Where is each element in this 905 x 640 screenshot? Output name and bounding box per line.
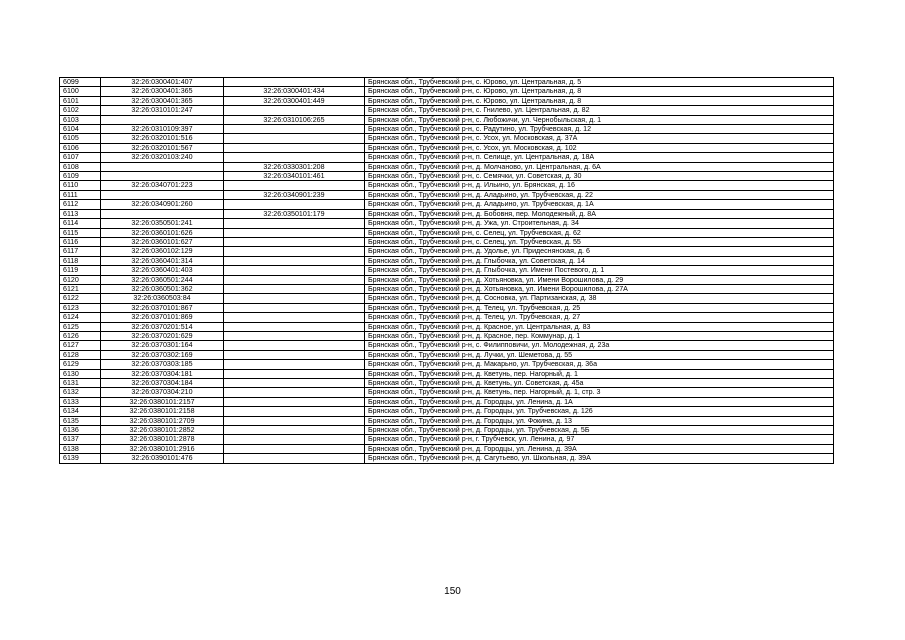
address-cell: Брянская обл., Трубчевский р-н, д. Городцы, ул. Ленина, д. 1А bbox=[365, 397, 834, 406]
cadastral-number-cell: 32:26:0380101:2916 bbox=[101, 444, 224, 453]
cadastral-number-cell: 32:26:0370304:210 bbox=[101, 388, 224, 397]
table-row bbox=[60, 181, 834, 190]
row-number-cell: 6105 bbox=[60, 134, 101, 143]
table-row bbox=[60, 162, 834, 171]
address-cell: Брянская обл., Трубчевский р-н, д. Глыбочка, ул. Советская, д. 14 bbox=[365, 256, 834, 265]
table-row bbox=[60, 172, 834, 181]
secondary-cadastral-number-cell bbox=[224, 256, 365, 265]
row-number-cell: 6106 bbox=[60, 143, 101, 152]
cadastral-number-cell: 32:26:0380101:2852 bbox=[101, 426, 224, 435]
secondary-cadastral-number-cell bbox=[224, 106, 365, 115]
secondary-cadastral-number-cell bbox=[224, 379, 365, 388]
address-cell: Брянская обл., Трубчевский р-н, д. Молчаново, ул. Центральная, д. 6А bbox=[365, 162, 834, 171]
table-row bbox=[60, 256, 834, 265]
cadastral-number-cell: 32:26:0300401:365 bbox=[101, 87, 224, 96]
address-cell: Брянская обл., Трубчевский р-н, д. Кветунь, ул. Советская, д. 45а bbox=[365, 379, 834, 388]
secondary-cadastral-number-cell bbox=[224, 219, 365, 228]
address-cell: Брянская обл., Трубчевский р-н, п. Селище, ул. Центральная, д. 18А bbox=[365, 153, 834, 162]
secondary-cadastral-number-cell bbox=[224, 125, 365, 134]
cadastral-number-cell: 32:26:0370201:629 bbox=[101, 331, 224, 340]
cadastral-number-cell: 32:26:0300401:365 bbox=[101, 96, 224, 105]
cadastral-number-cell: 32:26:0360101:627 bbox=[101, 237, 224, 246]
table-row bbox=[60, 303, 834, 312]
secondary-cadastral-number-cell bbox=[224, 153, 365, 162]
table-row bbox=[60, 397, 834, 406]
secondary-cadastral-number-cell bbox=[224, 397, 365, 406]
address-cell: Брянская обл., Трубчевский р-н, с. Селец, ул. Трубчевская, д. 62 bbox=[365, 228, 834, 237]
row-number-cell: 6102 bbox=[60, 106, 101, 115]
table-row bbox=[60, 454, 834, 463]
row-number-cell: 6136 bbox=[60, 426, 101, 435]
table-row bbox=[60, 322, 834, 331]
address-cell: Брянская обл., Трубчевский р-н, д. Макарьно, ул. Трубчевская, д. 36а bbox=[365, 360, 834, 369]
table-row bbox=[60, 350, 834, 359]
cadastral-number-cell bbox=[101, 162, 224, 171]
secondary-cadastral-number-cell: 32:26:0350101:179 bbox=[224, 209, 365, 218]
table-body bbox=[60, 78, 834, 464]
row-number-cell: 6117 bbox=[60, 247, 101, 256]
cadastral-number-cell bbox=[101, 209, 224, 218]
secondary-cadastral-number-cell bbox=[224, 416, 365, 425]
address-cell: Брянская обл., Трубчевский р-н, д. Аладьино, ул. Трубчевская, д. 22 bbox=[365, 190, 834, 199]
cadastral-number-cell: 32:26:0370304:181 bbox=[101, 369, 224, 378]
address-cell: Брянская обл., Трубчевский р-н, с. Радутино, ул. Трубчевская, д. 12 bbox=[365, 125, 834, 134]
address-cell: Брянская обл., Трубчевский р-н, д. Красное, пер. Коммунар, д. 1 bbox=[365, 331, 834, 340]
address-cell: Брянская обл., Трубчевский р-н, с. Селец, ул. Трубчевская, д. 55 bbox=[365, 237, 834, 246]
table-row bbox=[60, 275, 834, 284]
cadastral-number-cell: 32:26:0320101:516 bbox=[101, 134, 224, 143]
row-number-cell: 6104 bbox=[60, 125, 101, 134]
table-row bbox=[60, 444, 834, 453]
secondary-cadastral-number-cell: 32:26:0340901:239 bbox=[224, 190, 365, 199]
cadastral-number-cell: 32:26:0370101:869 bbox=[101, 313, 224, 322]
address-cell: Брянская обл., Трубчевский р-н, с. Усох, ул. Московская, д. 37А bbox=[365, 134, 834, 143]
row-number-cell: 6103 bbox=[60, 115, 101, 124]
secondary-cadastral-number-cell bbox=[224, 454, 365, 463]
secondary-cadastral-number-cell bbox=[224, 350, 365, 359]
cadastral-number-cell: 32:26:0350501:241 bbox=[101, 219, 224, 228]
row-number-cell: 6132 bbox=[60, 388, 101, 397]
table-row bbox=[60, 331, 834, 340]
secondary-cadastral-number-cell: 32:26:0310106:265 bbox=[224, 115, 365, 124]
table-row bbox=[60, 435, 834, 444]
address-cell: Брянская обл., Трубчевский р-н, д. Городцы, ул. Трубчевская, д. 5Б bbox=[365, 426, 834, 435]
address-cell: Брянская обл., Трубчевский р-н, д. Хотьяновка, ул. Имени Ворошилова, д. 29 bbox=[365, 275, 834, 284]
secondary-cadastral-number-cell bbox=[224, 237, 365, 246]
secondary-cadastral-number-cell bbox=[224, 435, 365, 444]
cadastral-number-cell: 32:26:0340901:260 bbox=[101, 200, 224, 209]
row-number-cell: 6115 bbox=[60, 228, 101, 237]
address-cell: Брянская обл., Трубчевский р-н, д. Сосновка, ул. Партизанская, д. 38 bbox=[365, 294, 834, 303]
address-cell: Брянская обл., Трубчевский р-н, с. Любожичи, ул. Чернобыльская, д. 1 bbox=[365, 115, 834, 124]
table-row bbox=[60, 360, 834, 369]
table-row bbox=[60, 407, 834, 416]
row-number-cell: 6133 bbox=[60, 397, 101, 406]
table-row bbox=[60, 369, 834, 378]
address-cell: Брянская обл., Трубчевский р-н, д. Кветунь, пер. Нагорный, д. 1, стр. 3 bbox=[365, 388, 834, 397]
cadastral-number-cell: 32:26:0310109:397 bbox=[101, 125, 224, 134]
property-registry-table bbox=[59, 77, 834, 464]
secondary-cadastral-number-cell bbox=[224, 275, 365, 284]
table-row bbox=[60, 190, 834, 199]
secondary-cadastral-number-cell bbox=[224, 247, 365, 256]
cadastral-number-cell bbox=[101, 190, 224, 199]
table-row bbox=[60, 200, 834, 209]
secondary-cadastral-number-cell bbox=[224, 313, 365, 322]
cadastral-number-cell bbox=[101, 115, 224, 124]
row-number-cell: 6119 bbox=[60, 266, 101, 275]
address-cell: Брянская обл., Трубчевский р-н, с. Семячки, ул. Советская, д. 30 bbox=[365, 172, 834, 181]
table-row bbox=[60, 87, 834, 96]
secondary-cadastral-number-cell bbox=[224, 303, 365, 312]
cadastral-number-cell: 32:26:0370303:185 bbox=[101, 360, 224, 369]
cadastral-number-cell: 32:26:0370301:164 bbox=[101, 341, 224, 350]
address-cell: Брянская обл., Трубчевский р-н, с. Филипповичи, ул. Молодежная, д. 23а bbox=[365, 341, 834, 350]
cadastral-number-cell: 32:26:0360501:244 bbox=[101, 275, 224, 284]
row-number-cell: 6129 bbox=[60, 360, 101, 369]
address-cell: Брянская обл., Трубчевский р-н, д. Сагутьево, ул. Школьная, д. 39А bbox=[365, 454, 834, 463]
row-number-cell: 6131 bbox=[60, 379, 101, 388]
address-cell: Брянская обл., Трубчевский р-н, д. Телец, ул. Трубчевская, д. 27 bbox=[365, 313, 834, 322]
cadastral-number-cell: 32:26:0370304:184 bbox=[101, 379, 224, 388]
address-cell: Брянская обл., Трубчевский р-н, д. Лучки, ул. Шеметова, д. 55 bbox=[365, 350, 834, 359]
cadastral-number-cell: 32:26:0370302:169 bbox=[101, 350, 224, 359]
row-number-cell: 6108 bbox=[60, 162, 101, 171]
address-cell: Брянская обл., Трубчевский р-н, д. Бобовня, пер. Молодежный, д. 8А bbox=[365, 209, 834, 218]
secondary-cadastral-number-cell bbox=[224, 78, 365, 87]
row-number-cell: 6110 bbox=[60, 181, 101, 190]
table-row bbox=[60, 115, 834, 124]
secondary-cadastral-number-cell bbox=[224, 388, 365, 397]
table-row bbox=[60, 247, 834, 256]
address-cell: Брянская обл., Трубчевский р-н, д. Ильино, ул. Брянская, д. 16 bbox=[365, 181, 834, 190]
row-number-cell: 6121 bbox=[60, 284, 101, 293]
secondary-cadastral-number-cell bbox=[224, 181, 365, 190]
secondary-cadastral-number-cell: 32:26:0330301:208 bbox=[224, 162, 365, 171]
row-number-cell: 6120 bbox=[60, 275, 101, 284]
address-cell: Брянская обл., Трубчевский р-н, д. Ужа, ул. Строительная, д. 34 bbox=[365, 219, 834, 228]
cadastral-number-cell: 32:26:0360503:84 bbox=[101, 294, 224, 303]
cadastral-number-cell: 32:26:0360501:362 bbox=[101, 284, 224, 293]
row-number-cell: 6126 bbox=[60, 331, 101, 340]
address-cell: Брянская обл., Трубчевский р-н, д. Красное, ул. Центральная, д. 83 bbox=[365, 322, 834, 331]
row-number-cell: 6114 bbox=[60, 219, 101, 228]
address-cell: Брянская обл., Трубчевский р-н, д. Кветунь, пер. Нагорный, д. 1 bbox=[365, 369, 834, 378]
secondary-cadastral-number-cell bbox=[224, 200, 365, 209]
table-row bbox=[60, 228, 834, 237]
table-row bbox=[60, 294, 834, 303]
row-number-cell: 6099 bbox=[60, 78, 101, 87]
address-cell: Брянская обл., Трубчевский р-н, с. Юрово, ул. Центральная, д. 8 bbox=[365, 96, 834, 105]
cadastral-number-cell: 32:26:0320103:240 bbox=[101, 153, 224, 162]
secondary-cadastral-number-cell bbox=[224, 407, 365, 416]
cadastral-number-cell: 32:26:0310101:247 bbox=[101, 106, 224, 115]
secondary-cadastral-number-cell bbox=[224, 331, 365, 340]
row-number-cell: 6139 bbox=[60, 454, 101, 463]
address-cell: Брянская обл., Трубчевский р-н, с. Гнилево, ул. Центральная, д. 82 bbox=[365, 106, 834, 115]
table-row bbox=[60, 96, 834, 105]
secondary-cadastral-number-cell bbox=[224, 360, 365, 369]
secondary-cadastral-number-cell bbox=[224, 294, 365, 303]
address-cell: Брянская обл., Трубчевский р-н, д. Хотьяновка, ул. Имени Ворошилова, д. 27А bbox=[365, 284, 834, 293]
row-number-cell: 6124 bbox=[60, 313, 101, 322]
table-row bbox=[60, 284, 834, 293]
row-number-cell: 6107 bbox=[60, 153, 101, 162]
row-number-cell: 6138 bbox=[60, 444, 101, 453]
cadastral-number-cell: 32:26:0380101:2158 bbox=[101, 407, 224, 416]
cadastral-number-cell: 32:26:0300401:407 bbox=[101, 78, 224, 87]
address-cell: Брянская обл., Трубчевский р-н, с. Усох, ул. Московская, д. 102 bbox=[365, 143, 834, 152]
row-number-cell: 6109 bbox=[60, 172, 101, 181]
secondary-cadastral-number-cell: 32:26:0300401:434 bbox=[224, 87, 365, 96]
cadastral-number-cell: 32:26:0360401:314 bbox=[101, 256, 224, 265]
page-number: 150 bbox=[444, 586, 461, 597]
address-cell: Брянская обл., Трубчевский р-н, д. Городцы, ул. Фокина, д. 13 bbox=[365, 416, 834, 425]
secondary-cadastral-number-cell bbox=[224, 228, 365, 237]
table-row bbox=[60, 134, 834, 143]
row-number-cell: 6125 bbox=[60, 322, 101, 331]
cadastral-number-cell: 32:26:0360401:403 bbox=[101, 266, 224, 275]
row-number-cell: 6112 bbox=[60, 200, 101, 209]
table-row bbox=[60, 78, 834, 87]
cadastral-number-cell: 32:26:0360102:129 bbox=[101, 247, 224, 256]
table-row bbox=[60, 106, 834, 115]
row-number-cell: 6122 bbox=[60, 294, 101, 303]
secondary-cadastral-number-cell bbox=[224, 284, 365, 293]
secondary-cadastral-number-cell bbox=[224, 426, 365, 435]
secondary-cadastral-number-cell: 32:26:0300401:449 bbox=[224, 96, 365, 105]
address-cell: Брянская обл., Трубчевский р-н, д. Телец, ул. Трубчевская, д. 25 bbox=[365, 303, 834, 312]
secondary-cadastral-number-cell bbox=[224, 266, 365, 275]
secondary-cadastral-number-cell bbox=[224, 444, 365, 453]
row-number-cell: 6137 bbox=[60, 435, 101, 444]
secondary-cadastral-number-cell bbox=[224, 369, 365, 378]
row-number-cell: 6111 bbox=[60, 190, 101, 199]
table-row bbox=[60, 143, 834, 152]
secondary-cadastral-number-cell bbox=[224, 143, 365, 152]
address-cell: Брянская обл., Трубчевский р-н, с. Юрово, ул. Центральная, д. 5 bbox=[365, 78, 834, 87]
table-row bbox=[60, 341, 834, 350]
row-number-cell: 6101 bbox=[60, 96, 101, 105]
row-number-cell: 6128 bbox=[60, 350, 101, 359]
table-row bbox=[60, 153, 834, 162]
cadastral-number-cell: 32:26:0390101:476 bbox=[101, 454, 224, 463]
table-row bbox=[60, 219, 834, 228]
cadastral-number-cell: 32:26:0370101:867 bbox=[101, 303, 224, 312]
row-number-cell: 6116 bbox=[60, 237, 101, 246]
row-number-cell: 6127 bbox=[60, 341, 101, 350]
row-number-cell: 6135 bbox=[60, 416, 101, 425]
address-cell: Брянская обл., Трубчевский р-н, д. Глыбочка, ул. Имени Постевого, д. 1 bbox=[365, 266, 834, 275]
row-number-cell: 6100 bbox=[60, 87, 101, 96]
row-number-cell: 6118 bbox=[60, 256, 101, 265]
row-number-cell: 6134 bbox=[60, 407, 101, 416]
table-row bbox=[60, 379, 834, 388]
secondary-cadastral-number-cell bbox=[224, 134, 365, 143]
secondary-cadastral-number-cell bbox=[224, 322, 365, 331]
cadastral-number-cell: 32:26:0320101:567 bbox=[101, 143, 224, 152]
row-number-cell: 6123 bbox=[60, 303, 101, 312]
cadastral-number-cell: 32:26:0380101:2157 bbox=[101, 397, 224, 406]
table-row bbox=[60, 237, 834, 246]
secondary-cadastral-number-cell bbox=[224, 341, 365, 350]
secondary-cadastral-number-cell: 32:26:0340101:461 bbox=[224, 172, 365, 181]
address-cell: Брянская обл., Трубчевский р-н, г. Трубчевск, ул. Ленина, д. 97 bbox=[365, 435, 834, 444]
address-cell: Брянская обл., Трубчевский р-н, д. Городцы, ул. Трубчевская, д. 126 bbox=[365, 407, 834, 416]
table-row bbox=[60, 416, 834, 425]
address-cell: Брянская обл., Трубчевский р-н, д. Удолье, ул. Придеснянская, д. 6 bbox=[365, 247, 834, 256]
row-number-cell: 6113 bbox=[60, 209, 101, 218]
address-cell: Брянская обл., Трубчевский р-н, с. Юрово, ул. Центральная, д. 8 bbox=[365, 87, 834, 96]
row-number-cell: 6130 bbox=[60, 369, 101, 378]
cadastral-number-cell bbox=[101, 172, 224, 181]
table-row bbox=[60, 313, 834, 322]
cadastral-number-cell: 32:26:0340701:223 bbox=[101, 181, 224, 190]
cadastral-number-cell: 32:26:0360101:626 bbox=[101, 228, 224, 237]
table-row bbox=[60, 209, 834, 218]
table-row bbox=[60, 426, 834, 435]
cadastral-number-cell: 32:26:0370201:514 bbox=[101, 322, 224, 331]
table-row bbox=[60, 266, 834, 275]
table-row bbox=[60, 125, 834, 134]
table-row bbox=[60, 388, 834, 397]
cadastral-number-cell: 32:26:0380101:2878 bbox=[101, 435, 224, 444]
address-cell: Брянская обл., Трубчевский р-н, д. Аладьино, ул. Трубчевская, д. 1А bbox=[365, 200, 834, 209]
cadastral-number-cell: 32:26:0380101:2709 bbox=[101, 416, 224, 425]
address-cell: Брянская обл., Трубчевский р-н, д. Городцы, ул. Ленина, д. 39А bbox=[365, 444, 834, 453]
